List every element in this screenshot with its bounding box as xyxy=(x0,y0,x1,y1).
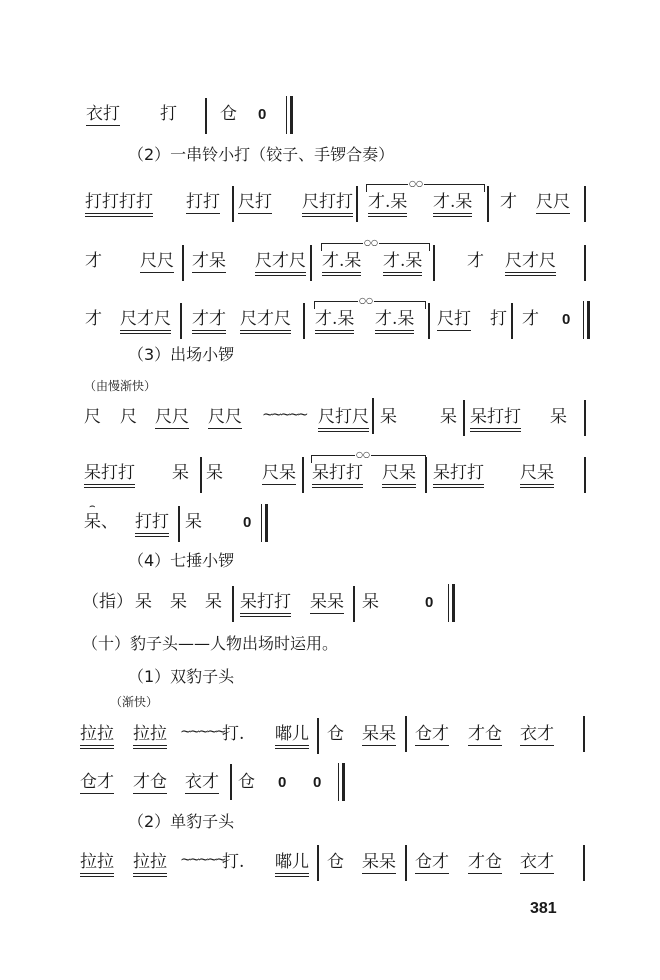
dots: ○○ xyxy=(359,296,373,305)
note: 呆打打 xyxy=(312,463,363,488)
bar-line xyxy=(232,186,234,222)
note: 才.呆 xyxy=(375,309,414,334)
bar-line xyxy=(583,845,585,881)
note: 呆 xyxy=(170,592,187,612)
tempo-marking: （渐快） xyxy=(110,695,159,709)
note: 尺尺 xyxy=(536,192,570,212)
note: 才.呆 xyxy=(433,192,472,217)
bar-line xyxy=(303,303,305,339)
note: 仓 xyxy=(327,852,344,872)
note: 尺打 xyxy=(437,309,471,329)
dots: ○○ xyxy=(409,179,423,188)
note: 呆 xyxy=(380,407,397,427)
rest: 0 xyxy=(562,311,571,328)
chapter-heading: （十）豹子头——人物出场时运用。 xyxy=(82,634,339,653)
note: 呆打打 xyxy=(84,463,135,488)
note: 打打打打 xyxy=(85,192,153,217)
note: 仓 xyxy=(220,104,237,124)
note: 呆打打 xyxy=(240,592,291,617)
note: 才.呆 xyxy=(368,192,407,217)
note: 尺尺 xyxy=(140,251,174,271)
note: 尺才尺 xyxy=(255,251,306,276)
note: 拉拉 xyxy=(80,852,114,877)
note: 才仓 xyxy=(468,852,502,872)
note: 衣打 xyxy=(86,104,120,124)
note: 衣才 xyxy=(520,724,554,744)
note: 拉拉 xyxy=(133,852,167,877)
note: 打. xyxy=(222,724,245,744)
tremolo-wave: ~~~~~ xyxy=(180,852,224,868)
note: 才 xyxy=(85,251,102,271)
bar-line xyxy=(433,245,435,281)
note: 才 xyxy=(467,251,484,271)
note: 呆 xyxy=(135,592,152,612)
bar-line xyxy=(405,845,407,881)
note: 尺 xyxy=(120,407,137,427)
bar-line xyxy=(584,457,586,493)
bracket xyxy=(366,184,485,192)
rest: 0 xyxy=(278,774,287,791)
bar-line xyxy=(178,506,180,542)
note: 仓 xyxy=(327,724,344,744)
note: 才.呆 xyxy=(383,251,422,276)
bar-line xyxy=(405,716,407,752)
note: 尺打 xyxy=(238,192,272,212)
note: 打打 xyxy=(186,192,220,212)
note: 仓 xyxy=(238,772,255,792)
note: 呆 xyxy=(185,512,202,532)
bar-line xyxy=(180,303,182,339)
note: 尺呆 xyxy=(382,463,416,488)
note: 呆 xyxy=(440,407,457,427)
note: 尺 xyxy=(84,407,101,427)
section-heading: （3）出场小锣 xyxy=(128,345,235,364)
note: 尺打打 xyxy=(302,192,353,217)
bar-line xyxy=(302,457,304,493)
note: 打 xyxy=(160,104,177,124)
rest: 0 xyxy=(243,514,252,531)
bar-line xyxy=(463,400,465,436)
bar-line xyxy=(487,186,489,222)
bar-line xyxy=(353,586,355,622)
bar-line xyxy=(317,845,319,881)
bar-line xyxy=(428,303,430,339)
note: 打打 xyxy=(135,512,169,537)
note: 才仓 xyxy=(468,724,502,744)
note: 嘟儿 xyxy=(275,724,309,749)
bar-line xyxy=(425,457,427,493)
dots: ○○ xyxy=(356,450,370,459)
bar-line xyxy=(310,245,312,281)
bar-line xyxy=(511,303,513,339)
bar-line xyxy=(584,245,586,281)
note: 拉拉 xyxy=(133,724,167,749)
end-bar xyxy=(448,584,455,622)
note: 尺打尺 xyxy=(318,407,369,432)
end-bar xyxy=(286,96,293,134)
end-bar xyxy=(338,763,345,801)
note: （指） xyxy=(82,592,133,612)
bar-line xyxy=(230,764,232,800)
end-bar xyxy=(583,301,590,339)
note: 衣才 xyxy=(185,772,219,792)
section-heading: （2）一串铃小打（铰子、手锣合奏） xyxy=(128,145,395,164)
tempo-marking: （由慢渐快） xyxy=(84,379,157,393)
note: 尺呆 xyxy=(262,463,296,483)
note: 才 xyxy=(85,309,102,329)
dots: ○○ xyxy=(364,238,378,247)
note: 呆打打 xyxy=(470,407,521,432)
note: 才 xyxy=(522,309,539,329)
note: 呆呆 xyxy=(362,724,396,744)
note: 仓才 xyxy=(80,772,114,792)
section-heading: （2）单豹子头 xyxy=(128,812,235,831)
note: 尺才尺 xyxy=(240,309,291,334)
note: 才.呆 xyxy=(315,309,354,334)
note: 尺才尺 xyxy=(120,309,171,334)
end-bar xyxy=(261,504,268,542)
section-heading: （4）七捶小锣 xyxy=(128,551,235,570)
page-number: 381 xyxy=(530,900,557,917)
note: 呆呆 xyxy=(362,852,396,872)
note: 呆 xyxy=(206,463,223,483)
bar-line xyxy=(200,457,202,493)
note: 尺才尺 xyxy=(505,251,556,276)
note: 才呆 xyxy=(192,251,226,271)
note: 打. xyxy=(222,852,245,872)
note: 尺尺 xyxy=(155,407,189,427)
note: 才才 xyxy=(192,309,226,334)
note: 仓才 xyxy=(415,852,449,872)
bar-line xyxy=(205,98,207,134)
rest: 0 xyxy=(425,594,434,611)
bar-line xyxy=(372,398,374,434)
tremolo-wave: ~~~~~ xyxy=(262,407,306,423)
note: 呆 xyxy=(362,592,379,612)
note: 呆打打 xyxy=(433,463,484,488)
bar-line xyxy=(583,716,585,752)
note: 嘟儿 xyxy=(275,852,309,877)
note: 仓才 xyxy=(415,724,449,744)
bar-line xyxy=(356,186,358,222)
bar-line xyxy=(317,718,319,754)
note: 才 xyxy=(500,192,517,212)
bar-line xyxy=(232,586,234,622)
bar-line xyxy=(584,186,586,222)
note: 打 xyxy=(490,309,507,329)
note: 才.呆 xyxy=(322,251,361,276)
bar-line xyxy=(584,400,586,436)
note: 呆、 xyxy=(84,512,118,532)
note: 呆呆 xyxy=(310,592,344,612)
rest: 0 xyxy=(258,106,267,123)
note: 尺尺 xyxy=(208,407,242,427)
fermata-icon: ⌢ xyxy=(89,501,96,512)
tremolo-wave: ~~~~~ xyxy=(180,724,224,740)
bar-line xyxy=(182,245,184,281)
note: 才仓 xyxy=(133,772,167,792)
note: 呆 xyxy=(172,463,189,483)
note: 拉拉 xyxy=(80,724,114,749)
section-heading: （1）双豹子头 xyxy=(128,667,235,686)
note: 呆 xyxy=(550,407,567,427)
note: 呆 xyxy=(205,592,222,612)
note: 衣才 xyxy=(520,852,554,872)
note: 尺呆 xyxy=(520,463,554,488)
rest: 0 xyxy=(313,774,322,791)
